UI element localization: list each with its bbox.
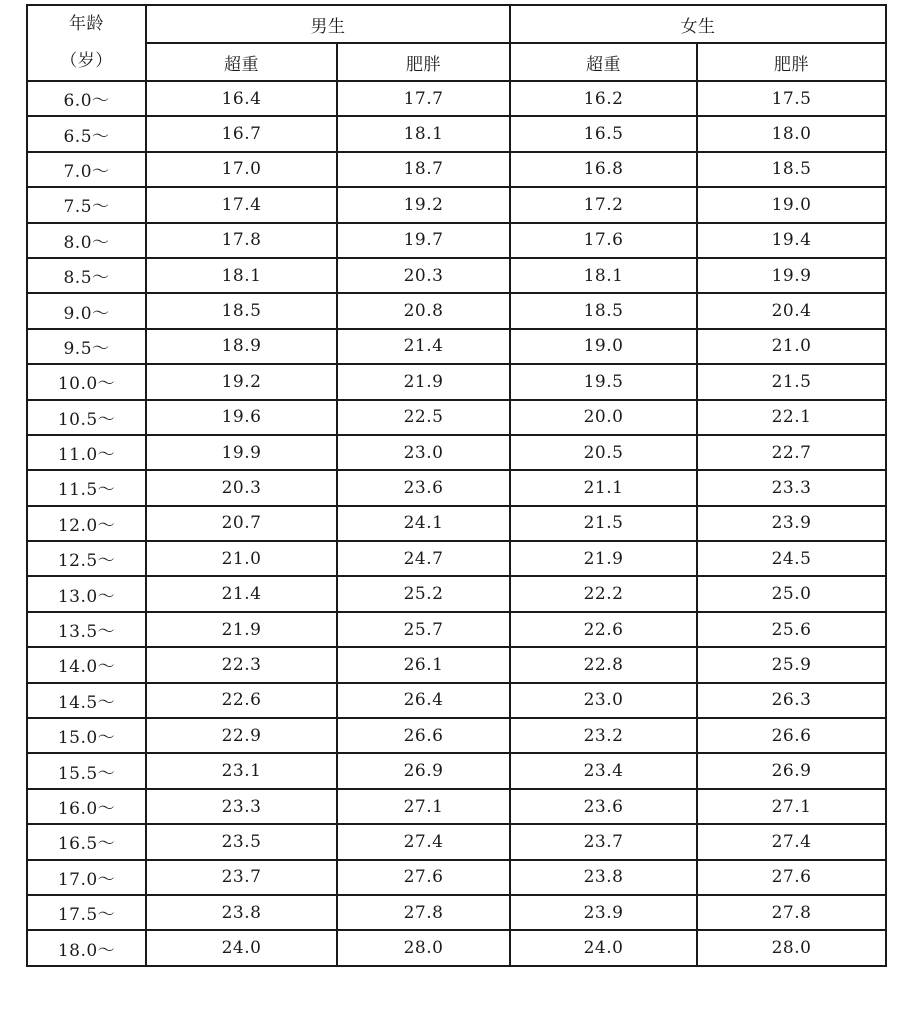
girls-obese-cell: 26.9 (697, 753, 886, 788)
girls-obese-cell: 28.0 (697, 930, 886, 965)
girls-overweight-cell: 23.8 (510, 860, 697, 895)
table-row (27, 612, 886, 647)
boys-overweight-cell: 23.7 (146, 860, 337, 895)
boys-obese-cell: 26.6 (337, 718, 510, 753)
table-row (27, 683, 886, 718)
girls-obese-cell: 22.7 (697, 435, 886, 470)
age-cell: 14.0～ (27, 647, 146, 682)
age-cell: 8.0～ (27, 223, 146, 258)
girls-obese-cell: 19.4 (697, 223, 886, 258)
boys-overweight-cell: 24.0 (146, 930, 337, 965)
age-cell: 16.5～ (27, 824, 146, 859)
boys-overweight-cell: 20.3 (146, 470, 337, 505)
girls-group-header: 女生 (510, 5, 886, 43)
girls-obese-cell: 21.5 (697, 364, 886, 399)
boys-overweight-cell: 21.9 (146, 612, 337, 647)
boys-obese-cell: 18.7 (337, 152, 510, 187)
girls-overweight-cell: 20.0 (510, 400, 697, 435)
age-cell: 6.0～ (27, 81, 146, 116)
age-header-unit: （岁） (60, 51, 113, 71)
boys-obese-cell: 20.3 (337, 258, 510, 293)
age-cell: 13.5～ (27, 612, 146, 647)
table-row (27, 152, 886, 187)
girls-obese-cell: 18.0 (697, 116, 886, 151)
girls-overweight-cell: 18.1 (510, 258, 697, 293)
girls-overweight-cell: 19.0 (510, 329, 697, 364)
boys-overweight-cell: 19.9 (146, 435, 337, 470)
boys-obese-cell: 17.7 (337, 81, 510, 116)
table-row (27, 541, 886, 576)
girls-obese-cell: 20.4 (697, 293, 886, 328)
boys-obese-cell: 21.9 (337, 364, 510, 399)
girls-overweight-cell: 16.8 (510, 152, 697, 187)
age-cell: 7.5～ (27, 187, 146, 222)
age-cell: 10.0～ (27, 364, 146, 399)
girls-obese-cell: 19.0 (697, 187, 886, 222)
boys-overweight-cell: 17.8 (146, 223, 337, 258)
boys-overweight-cell: 23.8 (146, 895, 337, 930)
boys-overweight-cell: 22.6 (146, 683, 337, 718)
boys-obese-cell: 24.1 (337, 506, 510, 541)
girls-overweight-cell: 21.5 (510, 506, 697, 541)
girls-overweight-cell: 20.5 (510, 435, 697, 470)
girls-overweight-cell: 23.7 (510, 824, 697, 859)
bmi-standard-table-wrapper (26, 4, 887, 967)
girls-overweight-cell: 18.5 (510, 293, 697, 328)
boys-group-header: 男生 (146, 5, 510, 43)
table-row (27, 293, 886, 328)
girls-overweight-cell: 22.2 (510, 576, 697, 611)
boys-overweight-cell: 17.4 (146, 187, 337, 222)
girls-overweight-cell: 23.4 (510, 753, 697, 788)
boys-obese-cell: 27.4 (337, 824, 510, 859)
boys-obese-cell: 27.1 (337, 789, 510, 824)
table-row (27, 824, 886, 859)
girls-overweight-cell: 23.0 (510, 683, 697, 718)
boys-overweight-cell: 21.4 (146, 576, 337, 611)
boys-obese-cell: 19.7 (337, 223, 510, 258)
table-body (27, 81, 886, 966)
boys-obese-cell: 22.5 (337, 400, 510, 435)
table-row (27, 364, 886, 399)
boys-overweight-cell: 19.6 (146, 400, 337, 435)
girls-obese-cell: 26.6 (697, 718, 886, 753)
age-cell: 12.5～ (27, 541, 146, 576)
header-row-groups (27, 5, 886, 43)
girls-obese-cell: 18.5 (697, 152, 886, 187)
boys-overweight-cell: 18.5 (146, 293, 337, 328)
table-row (27, 470, 886, 505)
boys-obese-header: 肥胖 (337, 43, 510, 81)
age-cell: 9.5～ (27, 329, 146, 364)
girls-obese-header: 肥胖 (697, 43, 886, 81)
girls-obese-cell: 25.9 (697, 647, 886, 682)
girls-overweight-cell: 16.5 (510, 116, 697, 151)
girls-obese-cell: 21.0 (697, 329, 886, 364)
table-row (27, 895, 886, 930)
girls-obese-cell: 19.9 (697, 258, 886, 293)
table-row (27, 506, 886, 541)
age-cell: 17.0～ (27, 860, 146, 895)
girls-overweight-cell: 23.6 (510, 789, 697, 824)
age-header-label: 年龄 (69, 14, 104, 34)
girls-overweight-cell: 19.5 (510, 364, 697, 399)
age-cell: 8.5～ (27, 258, 146, 293)
girls-obese-cell: 26.3 (697, 683, 886, 718)
table-row (27, 435, 886, 470)
girls-overweight-cell: 16.2 (510, 81, 697, 116)
girls-obese-cell: 27.4 (697, 824, 886, 859)
table-row (27, 860, 886, 895)
boys-overweight-cell: 22.3 (146, 647, 337, 682)
girls-overweight-cell: 21.1 (510, 470, 697, 505)
boys-overweight-header: 超重 (146, 43, 337, 81)
table-row (27, 647, 886, 682)
table-header (27, 5, 886, 81)
table-row (27, 223, 886, 258)
girls-overweight-cell: 24.0 (510, 930, 697, 965)
table-row (27, 930, 886, 965)
table-row (27, 258, 886, 293)
table-row (27, 81, 886, 116)
table-row (27, 718, 886, 753)
table-row (27, 400, 886, 435)
girls-overweight-cell: 17.2 (510, 187, 697, 222)
boys-obese-cell: 25.2 (337, 576, 510, 611)
boys-obese-cell: 26.1 (337, 647, 510, 682)
boys-obese-cell: 20.8 (337, 293, 510, 328)
girls-overweight-header: 超重 (510, 43, 697, 81)
table-row (27, 187, 886, 222)
age-cell: 18.0～ (27, 930, 146, 965)
age-cell: 10.5～ (27, 400, 146, 435)
boys-obese-cell: 23.0 (337, 435, 510, 470)
age-cell: 6.5～ (27, 116, 146, 151)
table-row (27, 329, 886, 364)
age-cell: 15.0～ (27, 718, 146, 753)
boys-obese-cell: 27.6 (337, 860, 510, 895)
girls-obese-cell: 25.6 (697, 612, 886, 647)
boys-obese-cell: 24.7 (337, 541, 510, 576)
girls-obese-cell: 23.3 (697, 470, 886, 505)
boys-obese-cell: 23.6 (337, 470, 510, 505)
boys-overweight-cell: 19.2 (146, 364, 337, 399)
boys-overweight-cell: 22.9 (146, 718, 337, 753)
boys-overweight-cell: 16.4 (146, 81, 337, 116)
boys-overweight-cell: 21.0 (146, 541, 337, 576)
table-row (27, 753, 886, 788)
age-cell: 9.0～ (27, 293, 146, 328)
bmi-standard-table (26, 4, 887, 967)
girls-overweight-cell: 17.6 (510, 223, 697, 258)
boys-obese-cell: 18.1 (337, 116, 510, 151)
age-cell: 15.5～ (27, 753, 146, 788)
boys-overweight-cell: 20.7 (146, 506, 337, 541)
table-row (27, 116, 886, 151)
girls-obese-cell: 25.0 (697, 576, 886, 611)
boys-overweight-cell: 17.0 (146, 152, 337, 187)
girls-overweight-cell: 22.8 (510, 647, 697, 682)
age-cell: 7.0～ (27, 152, 146, 187)
boys-obese-cell: 27.8 (337, 895, 510, 930)
age-column-header (27, 5, 146, 81)
age-cell: 11.5～ (27, 470, 146, 505)
age-cell: 14.5～ (27, 683, 146, 718)
boys-overweight-cell: 18.1 (146, 258, 337, 293)
girls-obese-cell: 27.6 (697, 860, 886, 895)
age-cell: 13.0～ (27, 576, 146, 611)
age-cell: 16.0～ (27, 789, 146, 824)
boys-overweight-cell: 23.5 (146, 824, 337, 859)
age-cell: 12.0～ (27, 506, 146, 541)
girls-obese-cell: 27.1 (697, 789, 886, 824)
girls-obese-cell: 22.1 (697, 400, 886, 435)
girls-obese-cell: 27.8 (697, 895, 886, 930)
girls-obese-cell: 17.5 (697, 81, 886, 116)
age-cell: 17.5～ (27, 895, 146, 930)
boys-obese-cell: 28.0 (337, 930, 510, 965)
boys-overweight-cell: 23.3 (146, 789, 337, 824)
girls-overweight-cell: 23.9 (510, 895, 697, 930)
boys-overweight-cell: 23.1 (146, 753, 337, 788)
girls-obese-cell: 24.5 (697, 541, 886, 576)
girls-overweight-cell: 23.2 (510, 718, 697, 753)
table-row (27, 576, 886, 611)
boys-overweight-cell: 16.7 (146, 116, 337, 151)
boys-obese-cell: 19.2 (337, 187, 510, 222)
boys-obese-cell: 25.7 (337, 612, 510, 647)
girls-overweight-cell: 21.9 (510, 541, 697, 576)
girls-overweight-cell: 22.6 (510, 612, 697, 647)
boys-obese-cell: 26.4 (337, 683, 510, 718)
boys-obese-cell: 21.4 (337, 329, 510, 364)
table-row (27, 789, 886, 824)
girls-obese-cell: 23.9 (697, 506, 886, 541)
boys-obese-cell: 26.9 (337, 753, 510, 788)
boys-overweight-cell: 18.9 (146, 329, 337, 364)
age-cell: 11.0～ (27, 435, 146, 470)
header-row-categories (27, 43, 886, 81)
